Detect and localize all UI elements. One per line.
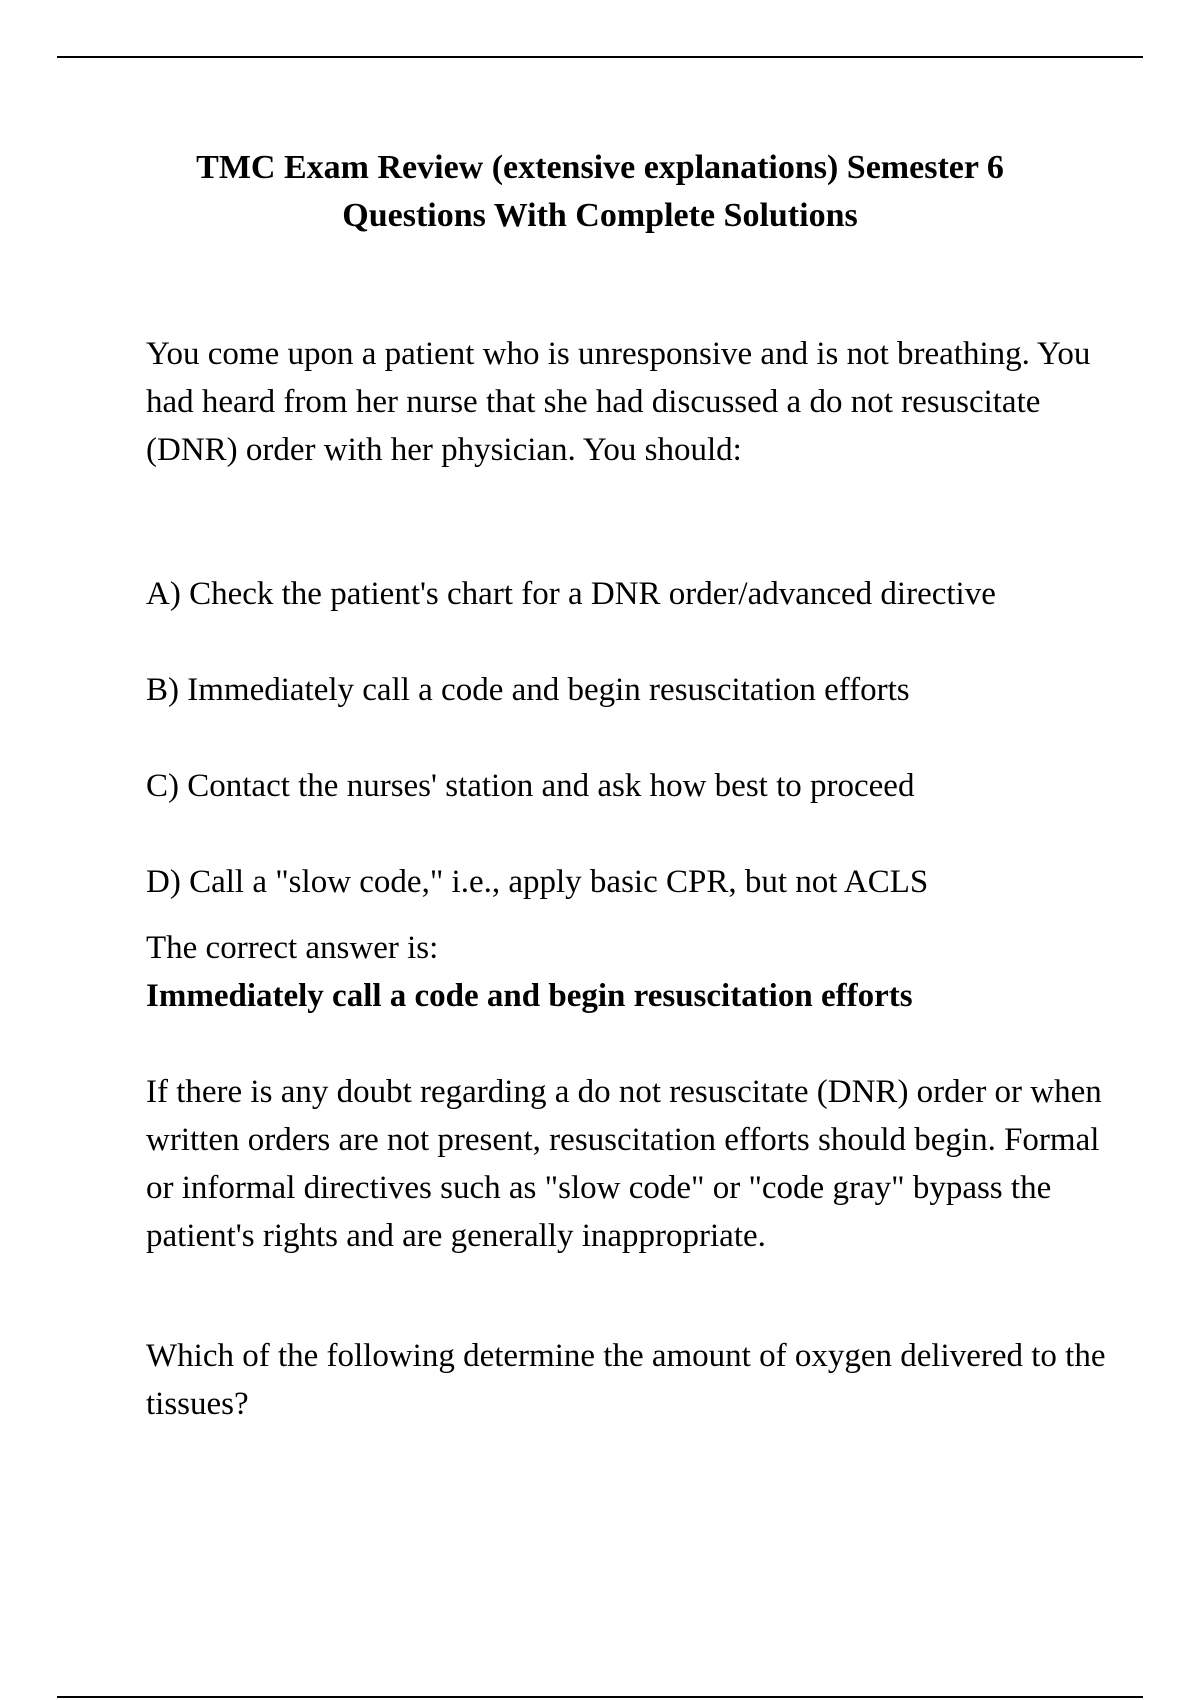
title-line-2: Questions With Complete Solutions — [342, 197, 858, 234]
question-1-stem: You come upon a patient who is unresponsive and is not breathing. You had heard from her nurse that she had discussed a do not resuscitate (DNR) order with her physician. You should: — [146, 336, 1091, 468]
answer-label: The correct answer is: — [146, 930, 439, 966]
document-title — [100, 144, 1100, 240]
correct-answer: Immediately call a code and begin resuscitation efforts — [146, 978, 913, 1014]
option-a: A) Check the patient's chart for a DNR order/advanced directive — [146, 576, 996, 612]
bottom-divider — [57, 1696, 1143, 1698]
title-line-1: TMC Exam Review (extensive explanations) Semester 6 — [196, 149, 1004, 186]
option-b: B) Immediately call a code and begin resuscitation efforts — [146, 672, 910, 708]
answer-explanation: If there is any doubt regarding a do not resuscitate (DNR) order or when written orders are not present, resuscitation efforts should begin. Formal or informal directives such as "slow code" or "code gray" bypass the patient's rights and are generally inappropriate. — [146, 1074, 1102, 1254]
top-divider — [57, 56, 1143, 58]
question-2-stem: Which of the following determine the amount of oxygen delivered to the tissues? — [146, 1338, 1106, 1422]
option-d: D) Call a "slow code," i.e., apply basic CPR, but not ACLS — [146, 864, 929, 900]
option-c: C) Contact the nurses' station and ask how best to proceed — [146, 768, 915, 804]
